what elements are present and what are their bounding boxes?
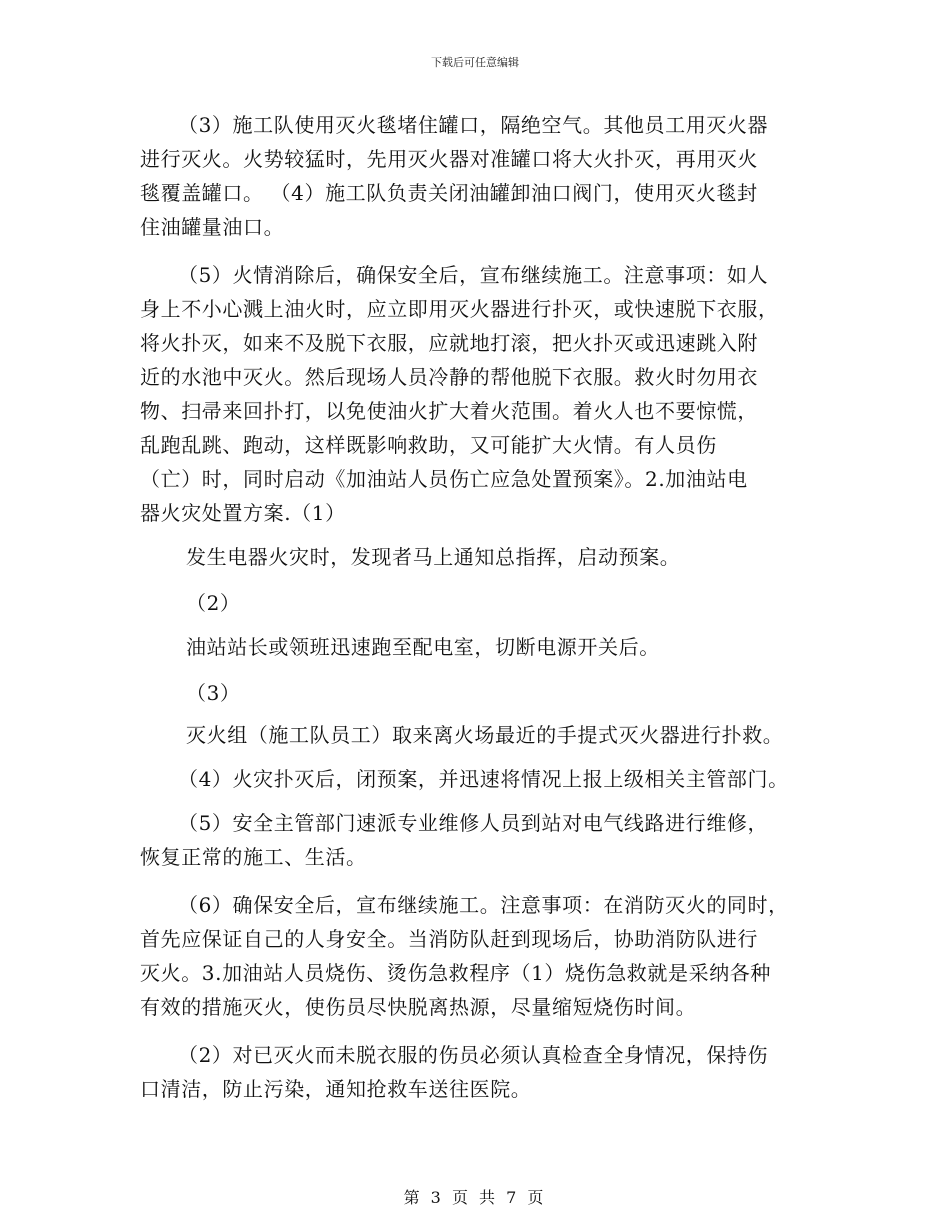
text-line: 油站站长或领班迅速跑至配电室，切断电源开关后。 <box>186 635 660 659</box>
page-number: 第 3 页 共 7 页 <box>403 1188 547 1207</box>
text-line: 进行灭火。火势较猛时，先用灭火器对准罐口将大火扑灭，再用灭火 <box>140 147 758 171</box>
text-line: 有效的措施灭火，使伤员尽快脱离热源，尽量缩短烧伤时间。 <box>140 995 697 1019</box>
text-line: 灭火组（施工队员工）取来离火场最近的手提式灭火器进行扑救。 <box>186 723 784 747</box>
text-line: 乱跑乱跳、跑动，这样既影响救助，又可能扩大火情。有人员伤 <box>140 433 717 457</box>
text-line: （2）对已灭火而未脱衣服的伤员必须认真检查全身情况，保持伤 <box>178 1043 769 1067</box>
text-line: （5）安全主管部门速派专业维修人员到站对电气线路进行维修， <box>178 811 769 835</box>
text-line: 将火扑灭，如来不及脱下衣服，应就地打滚，把火扑灭或迅速跳入附 <box>140 331 758 355</box>
text-line: （5）火情消除后，确保安全后，宣布继续施工。注意事项：如人 <box>178 263 769 287</box>
text-line: （2） <box>186 591 241 615</box>
text-line: 发生电器火灾时，发现者马上通知总指挥，启动预案。 <box>186 545 681 569</box>
text-line: （亡）时，同时启动《加油站人员伤亡应急处置预案》。2.加油站电 <box>140 467 748 491</box>
text-line: 物、扫帚来回扑打，以免使油火扩大着火范围。着火人也不要惊慌， <box>140 399 758 423</box>
text-line: 恢复正常的施工、生活。 <box>140 845 367 869</box>
text-line: 身上不小心溅上油火时，应立即用灭火器进行扑灭，或快速脱下衣服， <box>140 297 779 321</box>
text-line: 口清洁，防止污染，通知抢救车送往医院。 <box>140 1077 532 1101</box>
text-line: 毯覆盖罐口。 （4）施工队负责关闭油罐卸油口阀门，使用灭火毯封 <box>140 181 758 205</box>
text-line: 首先应保证自己的人身安全。当消防队赶到现场后，协助消防队进行 <box>140 927 758 951</box>
text-line: （3） <box>186 681 241 705</box>
text-line: 近的水池中灭火。然后现场人员冷静的帮他脱下衣服。救火时勿用衣 <box>140 365 758 389</box>
text-line: （3）施工队使用灭火毯堵住罐口，隔绝空气。其他员工用灭火器 <box>178 113 769 137</box>
text-line: 住油罐量油口。 <box>140 215 285 239</box>
page-header: 下载后可任意编辑 <box>431 56 519 69</box>
text-line: 器火灾处置方案.（1） <box>140 501 346 525</box>
text-line: （4）火灾扑灭后，闭预案，并迅速将情况上报上级相关主管部门。 <box>178 767 789 791</box>
text-line: （6）确保安全后，宣布继续施工。注意事项：在消防灭火的同时， <box>178 893 789 917</box>
text-line: 灭火。3.加油站人员烧伤、烫伤急救程序（1）烧伤急救就是采纳各种 <box>140 961 772 985</box>
